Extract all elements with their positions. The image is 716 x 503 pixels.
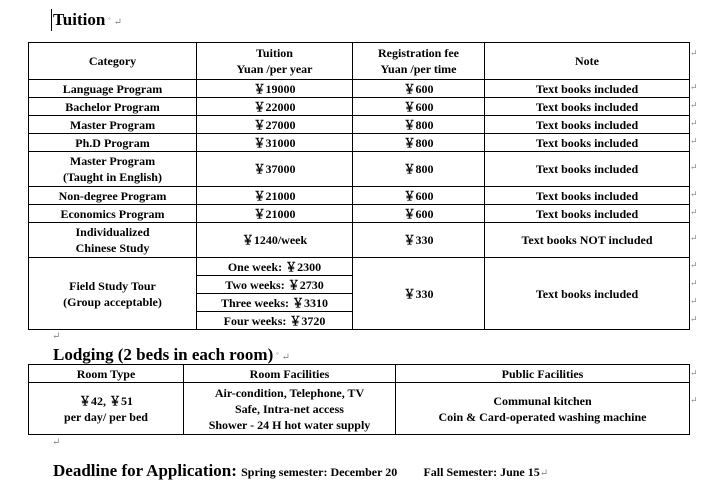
category-cell: Field Study Tour (Group acceptable) <box>29 258 197 330</box>
table-row <box>29 187 690 205</box>
tuition-table <box>28 42 690 330</box>
field-study-option: One week: ￥2300 <box>197 258 353 276</box>
row-end-mark: ↵ <box>690 48 698 58</box>
table-row <box>29 134 690 152</box>
row-end-mark: ↵ <box>690 278 698 288</box>
row-end-mark: ↵ <box>690 314 698 324</box>
row-end-mark: ↵ <box>690 368 698 378</box>
category-cell: Economics Program <box>29 205 197 223</box>
fee-cell: ￥800 <box>353 152 485 187</box>
table-row <box>29 383 690 435</box>
row-end-mark: ↵ <box>690 260 698 270</box>
fee-cell: ￥600 <box>353 98 485 116</box>
note-cell: Text books included <box>485 98 690 116</box>
tuition-cell: ￥22000 <box>197 98 353 116</box>
public-facilities-cell: Communal kitchen Coin & Card-operated washing machine <box>396 383 690 435</box>
row-end-mark: ↵ <box>690 189 698 199</box>
field-study-option: Three weeks: ￥3310 <box>197 294 353 312</box>
lodging-heading: Lodging (2 beds in each room) ˚ ↵ <box>53 345 290 364</box>
category-cell: Bachelor Program <box>29 98 197 116</box>
row-end-mark: ↵ <box>690 100 698 110</box>
note-cell: Text books included <box>485 187 690 205</box>
table-row <box>29 152 690 187</box>
row-end-mark: ↵ <box>690 395 698 405</box>
row-end-mark: ↵ <box>690 162 698 172</box>
note-cell: Text books included <box>485 152 690 187</box>
category-cell: Individualized Chinese Study <box>29 223 197 258</box>
tuition-heading: Tuition ˚ ↵ <box>53 10 123 29</box>
paragraph-mark: ↵ <box>52 437 61 448</box>
fee-cell: ￥600 <box>353 205 485 223</box>
header-public-facilities: Public Facilities <box>396 365 690 383</box>
tuition-cell: ￥21000 <box>197 205 353 223</box>
field-study-option: Four weeks: ￥3720 <box>197 312 353 330</box>
field-study-row <box>29 258 690 276</box>
category-cell: Master Program <box>29 116 197 134</box>
note-cell: Text books included <box>485 80 690 98</box>
category-cell: Non-degree Program <box>29 187 197 205</box>
row-end-mark: ↵ <box>690 233 698 243</box>
row-end-mark: ↵ <box>690 207 698 217</box>
deadline-line: Deadline for Application: Spring semester: December 20 Fall Semester: June 15↵ <box>53 461 549 480</box>
category-cell: Master Program (Taught in English) <box>29 152 197 187</box>
field-study-option: Two weeks: ￥2730 <box>197 276 353 294</box>
tuition-cell: ￥21000 <box>197 187 353 205</box>
tuition-cell: ￥37000 <box>197 152 353 187</box>
row-end-mark: ↵ <box>690 296 698 306</box>
note-cell: Text books included <box>485 258 690 330</box>
fee-cell: ￥800 <box>353 134 485 152</box>
table-row <box>29 205 690 223</box>
row-end-mark: ↵ <box>690 82 698 92</box>
tuition-cell: ￥19000 <box>197 80 353 98</box>
fee-cell: ￥330 <box>353 223 485 258</box>
table-header-row <box>29 365 690 383</box>
fee-cell: ￥800 <box>353 116 485 134</box>
paragraph-mark: ↵ <box>52 331 61 342</box>
header-note: Note <box>485 43 690 80</box>
header-category: Category <box>29 43 197 80</box>
table-row <box>29 98 690 116</box>
spring-deadline: Spring semester: December 20 <box>241 465 398 479</box>
fee-cell: ￥330 <box>353 258 485 330</box>
text-cursor <box>51 9 52 31</box>
table-header-row <box>29 43 690 80</box>
header-tuition: Tuition Yuan /per year <box>197 43 353 80</box>
header-room-type: Room Type <box>29 365 184 383</box>
deadline-label: Deadline for Application: <box>53 461 237 480</box>
fee-cell: ￥600 <box>353 187 485 205</box>
fall-deadline: Fall Semester: June 15 <box>423 465 540 479</box>
header-registration-fee: Registration fee Yuan /per time <box>353 43 485 80</box>
table-row <box>29 223 690 258</box>
row-end-mark: ↵ <box>690 118 698 128</box>
table-row <box>29 116 690 134</box>
row-end-mark: ↵ <box>690 136 698 146</box>
category-cell: Ph.D Program <box>29 134 197 152</box>
note-cell: Text books included <box>485 205 690 223</box>
header-room-facilities: Room Facilities <box>184 365 396 383</box>
tuition-cell: ￥1240/week <box>197 223 353 258</box>
room-facilities-cell: Air-condition, Telephone, TV Safe, Intra-net access Shower - 24 H hot water supply <box>184 383 396 435</box>
note-cell: Text books included <box>485 116 690 134</box>
fee-cell: ￥600 <box>353 80 485 98</box>
note-cell: Text books NOT included <box>485 223 690 258</box>
room-type-cell: ￥42, ￥51 per day/ per bed <box>29 383 184 435</box>
table-row <box>29 80 690 98</box>
lodging-table <box>28 364 690 435</box>
note-cell: Text books included <box>485 134 690 152</box>
category-cell: Language Program <box>29 80 197 98</box>
tuition-cell: ￥27000 <box>197 116 353 134</box>
tuition-cell: ￥31000 <box>197 134 353 152</box>
